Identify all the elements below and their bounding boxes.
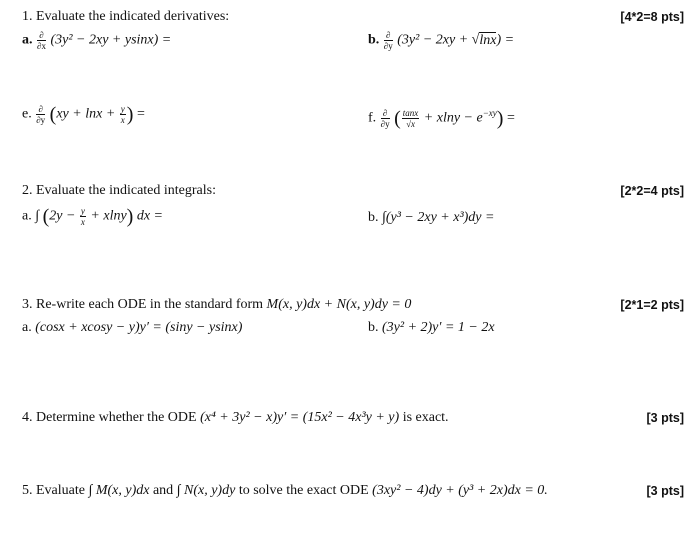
tan-over-sqrt-fraction: $\frac{\tan x}{√x}$	[402, 107, 419, 129]
q2-b-label: b.	[368, 210, 379, 225]
integral-sign: ∫	[35, 208, 40, 224]
q1-f-label: f.	[368, 110, 377, 126]
q1-e-expression: xy + lnx +	[56, 106, 116, 122]
q1-part-f: f. $\frac{\partial}{\partial y}$ ( $\frac{\tan x}{√x}$ + $xlny - e^{-xy}$) =	[368, 107, 515, 130]
q3-b-label: b.	[368, 320, 379, 335]
q3-b-expression: (3y² + 2)y′ = 1 − 2x	[382, 320, 495, 335]
partial-y-fraction: $\frac{\partial}{\partial y}$	[380, 107, 390, 129]
q1-part-e: e. $\frac{\partial}{\partial y}$ (xy + lnx + $\frac{y}{x}$ ) =	[22, 103, 145, 126]
q1-b-expression: (3y² − 2xy + √lnx) =	[397, 32, 515, 48]
q2-b-expression: ∫(y³ − 2xy + x³)dy =	[382, 210, 495, 225]
q2-a-expr-end: dx =	[136, 208, 164, 224]
q1-points: [4*2=8 pts]	[620, 10, 684, 24]
q3-a-expression: (cosx + xcosy − y)y′ = (siny − ysinx)	[35, 320, 243, 335]
q3-a-label: a.	[22, 320, 32, 335]
y-over-x-fraction: $\frac{y}{x}$	[80, 206, 85, 227]
q2-a-label: a.	[22, 208, 32, 224]
q1-a-expression: (3y² − 2xy + ysinx) =	[50, 32, 172, 48]
q2-a-expr-pre: 2y −	[49, 208, 76, 224]
partial-x-fraction: $\frac{\partial}{\partial x}$	[37, 30, 46, 51]
q2-points: [2*2=4 pts]	[620, 184, 684, 198]
q2-part-b	[368, 209, 494, 227]
q3-part-b	[368, 319, 495, 337]
q1-f-exponent: −xy	[482, 108, 497, 118]
q2-a-expr-post: + xlny	[90, 208, 127, 224]
partial-y-fraction: $\frac{\partial}{\partial y}$	[383, 30, 393, 51]
partial-y-fraction: $\frac{\partial}{\partial y}$	[36, 104, 46, 125]
q5-text: 5. Evaluate ∫ M(x, y)dx and ∫ N(x, y)dy to solve the exact ODE (3xy² − 4)dy + (y³ + 2x)dx = 0.	[22, 483, 548, 498]
q1-f-expression: + xlny − e	[423, 110, 483, 126]
q1-f-equals: =	[506, 110, 515, 126]
q1-b-label: b.	[368, 32, 380, 48]
q1-e-label: e.	[22, 106, 32, 122]
q3-title: 3. Re-write each ODE in the standard form M(x, y)dx + N(x, y)dy = 0	[22, 297, 412, 312]
q2-part-a: a. ∫ (2y − $\frac{y}{x}$ + xlny) dx =	[22, 205, 164, 228]
q1-part-b	[368, 30, 514, 51]
q1-part-a	[22, 30, 171, 51]
q4-points: [3 pts]	[646, 411, 684, 425]
q4-text: 4. Determine whether the ODE (x⁴ + 3y² − x)y′ = (15x² − 4x³y + y) is exact.	[22, 410, 449, 425]
q5-points: [3 pts]	[646, 484, 684, 498]
q1-e-equals: =	[136, 106, 145, 122]
q1-title: 1. Evaluate the indicated derivatives:	[22, 9, 230, 24]
q1-a-label: a.	[22, 32, 33, 48]
q3-part-a	[22, 319, 242, 337]
y-over-x-fraction: $\frac{y}{x}$	[120, 104, 125, 125]
q3-points: [2*1=2 pts]	[620, 298, 684, 312]
q2-title: 2. Evaluate the indicated integrals:	[22, 183, 216, 198]
